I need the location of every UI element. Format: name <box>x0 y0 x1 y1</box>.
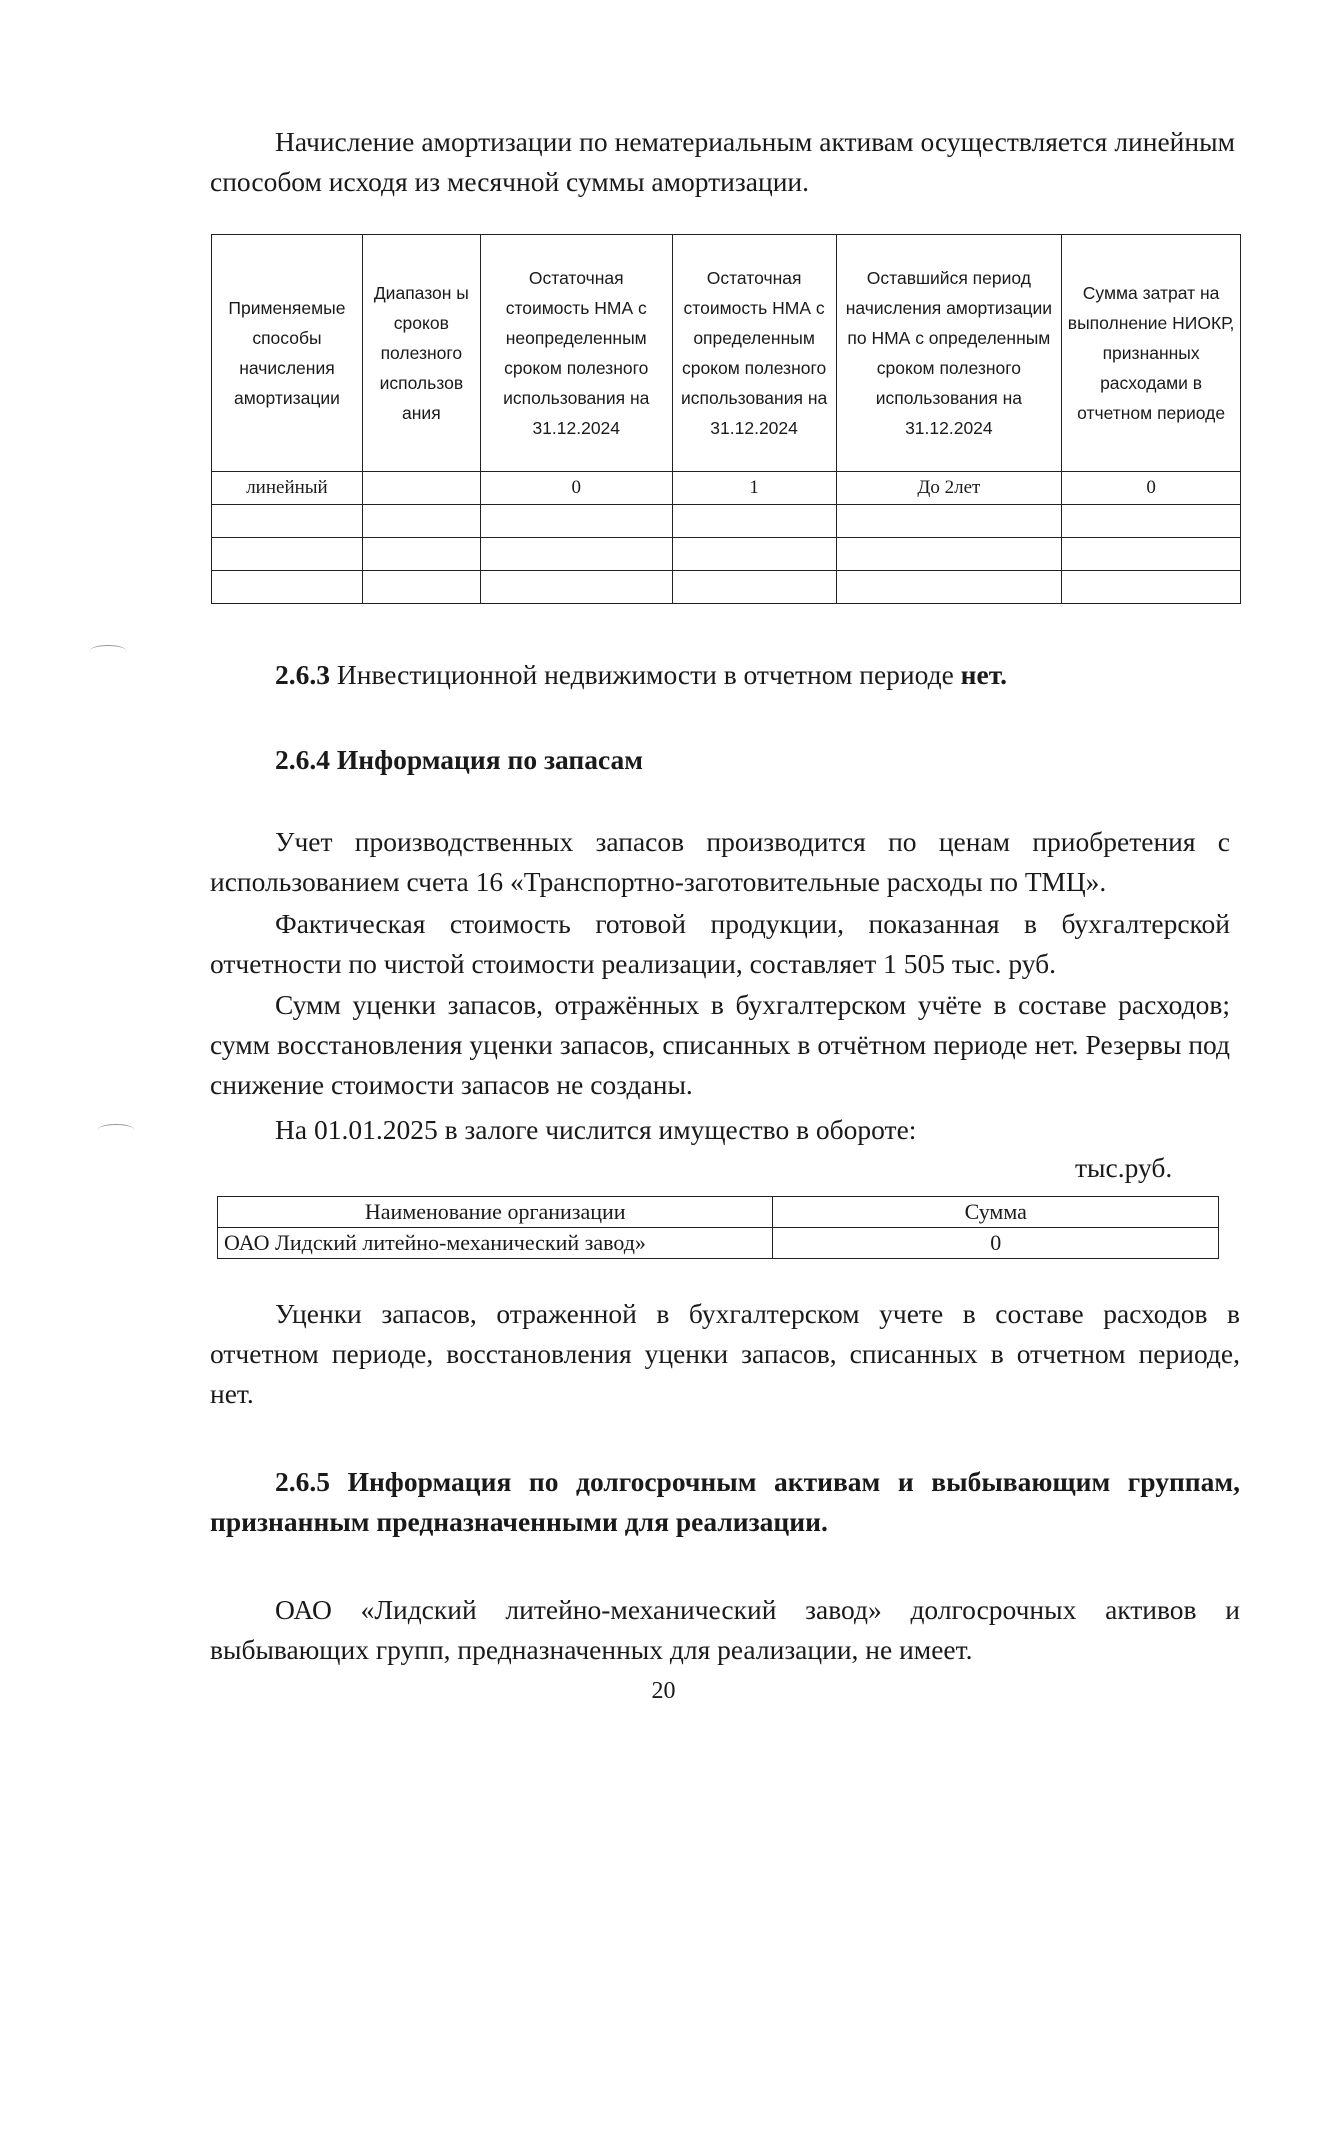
scan-mark <box>98 1124 134 1135</box>
paragraph-4: На 01.01.2025 в залоге числится имущество в обороте: <box>275 1114 917 1145</box>
section-2-6-4-heading: 2.6.4 Информация по запасам <box>275 744 644 775</box>
section-2-6-5-heading: 2.6.5 Информация по долгосрочным активам и выбывающим группам, признанным предназначенными для реализации. <box>210 1466 1240 1537</box>
header-cell: Остаточная стоимость НМА с неопределенным сроком полезного использования на 31.12.2024 <box>480 235 672 472</box>
table-header-row <box>218 1197 1219 1228</box>
header-cell: Сумма затрат на выполнение НИОКР, признанных расходами в отчетном периоде <box>1062 235 1241 472</box>
intro-paragraph: Начисление амортизации по нематериальным активам осуществляется линейным способом исходя из месячной суммы амортизации. <box>210 126 1235 197</box>
paragraph-1: Учет производственных запасов производится по ценам приобретения с использованием счета 16 «Транспортно-заготовительные расходы по ТМЦ». <box>210 826 1230 897</box>
amortization-table <box>211 234 1241 604</box>
scan-mark <box>90 645 126 656</box>
cell: линейный <box>212 472 363 505</box>
empty-row <box>212 505 1241 538</box>
header-cell: Остаточная стоимость НМА с определенным сроком полезного использования на 31.12.2024 <box>672 235 836 472</box>
table-row <box>218 1228 1219 1259</box>
section-2-6-3: 2.6.3 Инвестиционной недвижимости в отчетном периоде нет. <box>275 659 1008 690</box>
empty-row <box>212 538 1241 571</box>
table-row <box>212 472 1241 505</box>
header-cell: Наименование организации <box>218 1197 773 1228</box>
header-cell: Оставшийся период начисления амортизации по НМА с определенным сроком полезного использования на 31.12.2024 <box>836 235 1062 472</box>
paragraph-5: Уценки запасов, отраженной в бухгалтерском учете в составе расходов в отчетном периоде, восстановления уценки запасов, списанных в отчетном периоде, нет. <box>210 1298 1240 1409</box>
cell: 1 <box>672 472 836 505</box>
cell: До 2лет <box>836 472 1062 505</box>
cell: 0 <box>773 1228 1219 1259</box>
table-header-row <box>212 235 1241 472</box>
paragraph-3: Сумм уценки запасов, отражённых в бухгалтерском учёте в составе расходов; сумм восстановления уценки запасов, списанных в отчётном периоде нет. Резервы под снижение стоимости запасов не созданы. <box>210 989 1230 1100</box>
paragraph-2: Фактическая стоимость готовой продукции, показанная в бухгалтерской отчетности по чистой стоимости реализации, составляет 1 505 тыс. руб. <box>210 908 1230 979</box>
units-label: тыс.руб. <box>1075 1152 1173 1183</box>
header-cell: Сумма <box>773 1197 1219 1228</box>
cell: 0 <box>480 472 672 505</box>
header-cell: Диапазон ы сроков полезного использов ания <box>362 235 480 472</box>
cell: 0 <box>1062 472 1241 505</box>
empty-row <box>212 571 1241 604</box>
paragraph-6: ОАО «Лидский литейно-механический завод» долгосрочных активов и выбывающих групп, предназначенных для реализации, не имеет. <box>210 1594 1240 1665</box>
header-cell: Применяемые способы начисления амортизации <box>212 235 363 472</box>
page-number: 20 <box>651 1678 676 1704</box>
cell <box>362 472 480 505</box>
cell: ОАО Лидский литейно-механический завод» <box>218 1228 773 1259</box>
pledge-table <box>217 1196 1219 1259</box>
